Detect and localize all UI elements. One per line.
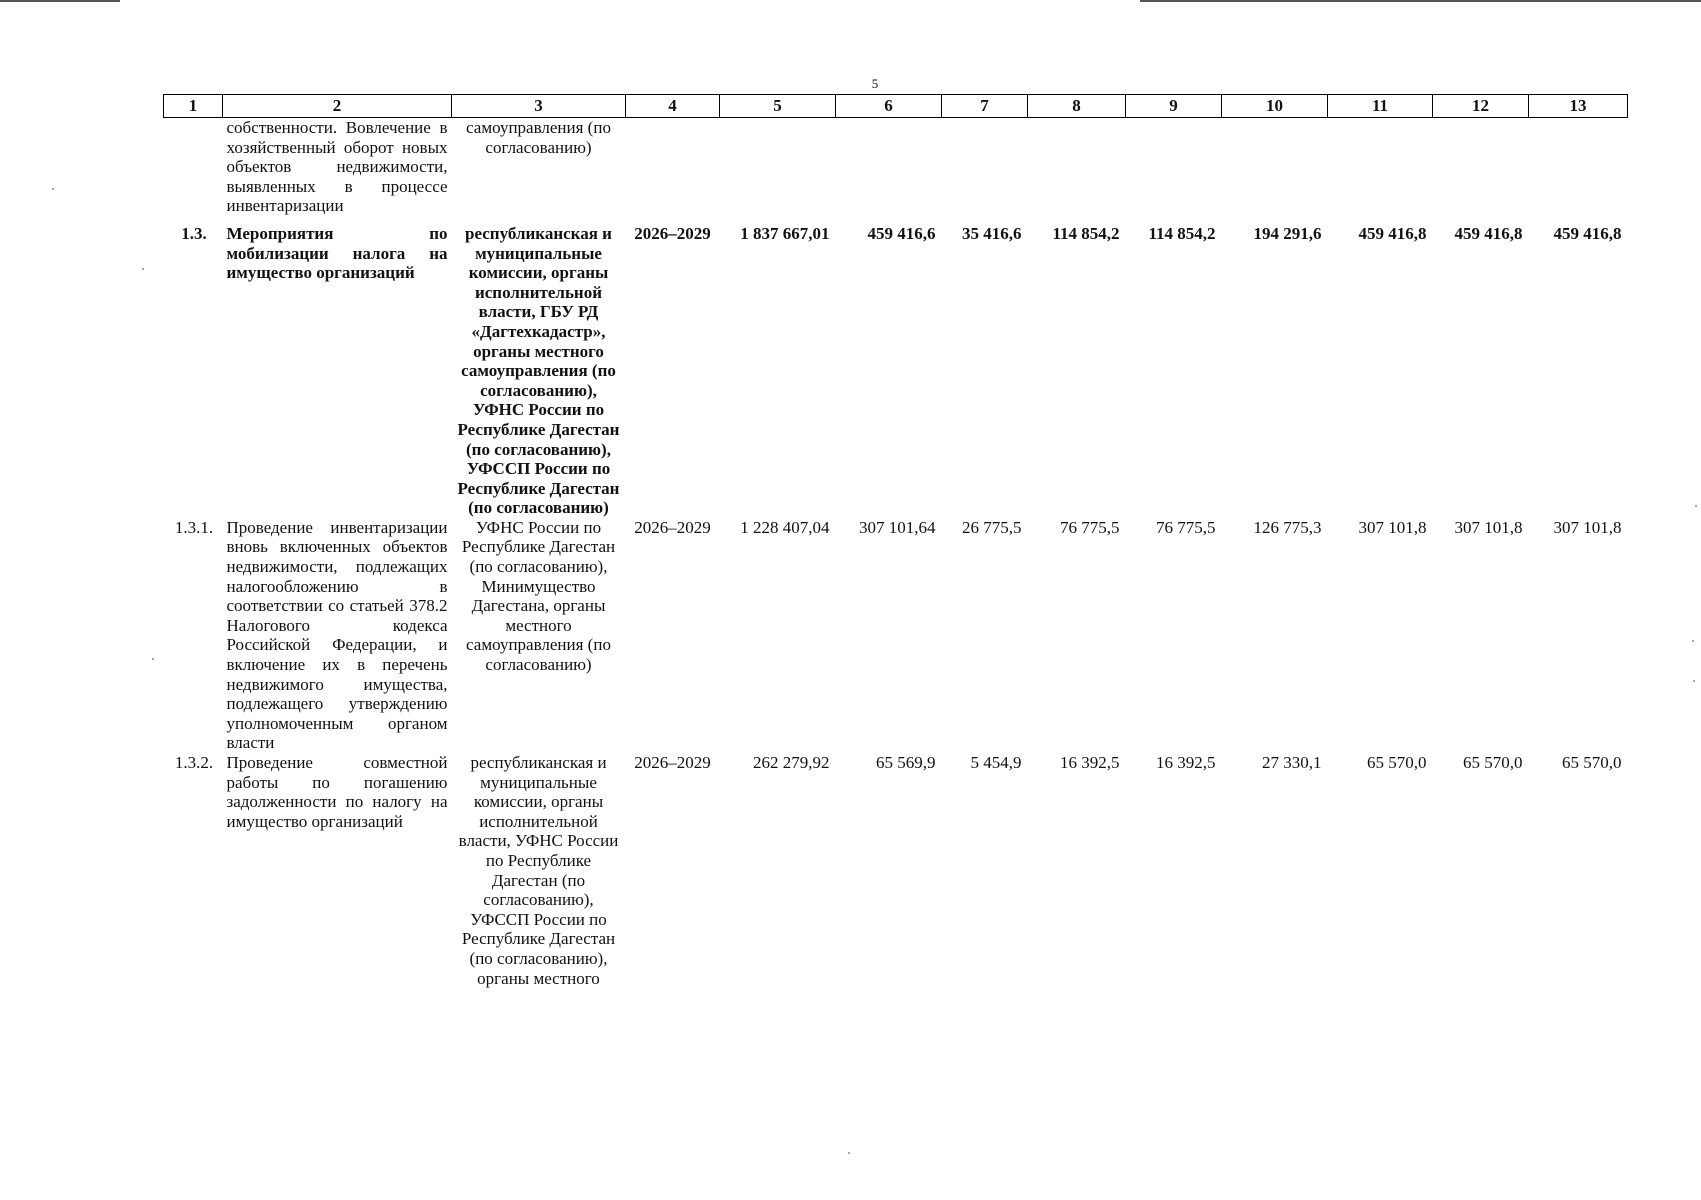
column-header: 13 — [1529, 95, 1628, 118]
period: 2026–2029 — [634, 753, 711, 772]
scan-edge-right — [1140, 0, 1701, 2]
column-header: 10 — [1222, 95, 1328, 118]
value-col8: 16 392,5 — [1060, 753, 1120, 772]
column-header: 6 — [836, 95, 942, 118]
value-col13: 65 570,0 — [1562, 753, 1622, 772]
column-header: 8 — [1028, 95, 1126, 118]
row-number — [164, 118, 223, 224]
column-header: 2 — [223, 95, 452, 118]
row-number: 1.3.2. — [174, 753, 214, 772]
value-col13: 307 101,8 — [1553, 517, 1622, 537]
value-col10: 126 775,3 — [1253, 517, 1322, 537]
column-header: 12 — [1433, 95, 1529, 118]
value-col7: 26 775,5 — [962, 517, 1022, 537]
value-col12: 459 416,8 — [1454, 223, 1523, 243]
executor: самоуправления (по согласованию) — [466, 118, 611, 157]
value-col6: 65 569,9 — [876, 753, 936, 772]
value-col11: 459 416,8 — [1358, 223, 1427, 243]
value-total: 1 228 407,04 — [740, 517, 830, 537]
value-col7: 35 416,6 — [962, 223, 1022, 243]
scan-speck — [848, 1152, 850, 1154]
activity-name: Проведение инвентаризации вновь включенных объектов недвижимости, подлежащих налогообложению в соответствии со статьей 378.2 Налогового кодекса Российской Федерации, и включение их в перечень недвижимого имущества, подлежащего утверждению уполномоченным органом власти — [226, 517, 448, 753]
value-total: 262 279,92 — [753, 753, 830, 772]
row-number: 1.3.1. — [174, 517, 214, 537]
activity-name: собственности. Вовлечение в хозяйственный оборот новых объектов недвижимости, выявленных в процессе инвентаризации — [226, 118, 448, 216]
value-col9: 16 392,5 — [1156, 753, 1216, 772]
column-header: 3 — [452, 95, 626, 118]
executor: УФНС России по Республике Дагестан (по согласованию), Минимущество Дагестана, органы местного самоуправления (по согласованию) — [461, 517, 616, 675]
value-col13: 459 416,8 — [1553, 223, 1622, 243]
table-row — [164, 518, 1628, 753]
scan-speck — [142, 268, 144, 270]
value-col10: 194 291,6 — [1253, 223, 1322, 243]
column-header: 9 — [1126, 95, 1222, 118]
column-header: 7 — [942, 95, 1028, 118]
column-header: 4 — [626, 95, 720, 118]
value-col9: 76 775,5 — [1156, 517, 1216, 537]
table-header-row — [164, 95, 1628, 118]
value-col9: 114 854,2 — [1148, 223, 1216, 243]
scan-speck — [1693, 680, 1695, 682]
value-col8: 76 775,5 — [1060, 517, 1120, 537]
scan-edge-left — [0, 0, 120, 2]
activity-name: Проведение совместной работы по погашению задолженности по налогу на имущество организаций — [226, 753, 448, 831]
table-row-continuation — [164, 118, 1628, 224]
value-col6: 459 416,6 — [867, 223, 936, 243]
table-row — [164, 753, 1628, 988]
value-total: 1 837 667,01 — [740, 223, 830, 243]
scan-speck — [152, 658, 154, 660]
period: 2026–2029 — [634, 223, 711, 243]
activity-name: Мероприятия по мобилизации налога на имущество организаций — [226, 223, 448, 283]
period: 2026–2029 — [634, 517, 711, 537]
value-col10: 27 330,1 — [1262, 753, 1322, 772]
row-number: 1.3. — [181, 223, 207, 243]
value-col11: 65 570,0 — [1367, 753, 1427, 772]
page-number: 5 — [871, 76, 879, 91]
column-header: 11 — [1328, 95, 1433, 118]
scan-speck — [1695, 505, 1697, 507]
column-header: 1 — [164, 95, 223, 118]
value-col12: 307 101,8 — [1454, 517, 1523, 537]
value-col12: 65 570,0 — [1463, 753, 1523, 772]
executor: республиканская и муниципальные комиссии, органы исполнительной власти, ГБУ РД «Дагтехкадастр», органы местного самоуправления (по согласованию), УФНС России по Республике Дагестан (по согласованию), УФССП России по Республике Дагестан (по согласованию) — [457, 223, 620, 518]
value-col11: 307 101,8 — [1358, 517, 1427, 537]
table-row — [164, 224, 1628, 518]
scan-speck — [1692, 640, 1694, 642]
scan-speck — [52, 188, 54, 190]
value-col6: 307 101,64 — [859, 517, 936, 537]
executor: республиканская и муниципальные комиссии, органы исполнительной власти, УФНС России по Республике Дагестан (по согласованию), УФССП России по Республике Дагестан (по согласованию), органы местного — [458, 753, 619, 988]
column-header: 5 — [720, 95, 836, 118]
value-col8: 114 854,2 — [1052, 223, 1120, 243]
value-col7: 5 454,9 — [970, 753, 1022, 772]
plan-table — [163, 94, 1628, 988]
